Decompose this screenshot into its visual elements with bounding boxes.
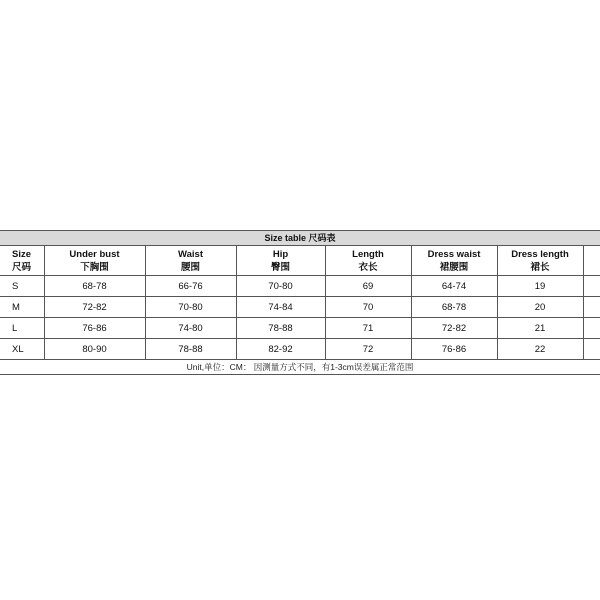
table-cell: 19 xyxy=(497,276,583,297)
table-cell-empty xyxy=(583,276,600,297)
table-row xyxy=(0,276,600,297)
size-table xyxy=(0,246,600,360)
header-size: Size 尺码 xyxy=(0,246,44,276)
table-cell: 66-76 xyxy=(145,276,236,297)
header-empty xyxy=(583,246,600,276)
header-under-bust: Under bust 下胸围 xyxy=(44,246,145,276)
size-table-container xyxy=(0,230,600,375)
header-length: Length 衣长 xyxy=(325,246,411,276)
table-cell: 70-80 xyxy=(236,276,325,297)
header-hip: Hip 臀围 xyxy=(236,246,325,276)
table-cell: 72-82 xyxy=(411,318,497,339)
table-cell: 74-84 xyxy=(236,297,325,318)
table-cell: S xyxy=(0,276,44,297)
table-cell: 80-90 xyxy=(44,339,145,360)
header-waist: Waist 腰围 xyxy=(145,246,236,276)
table-cell: 22 xyxy=(497,339,583,360)
table-row xyxy=(0,297,600,318)
table-row xyxy=(0,318,600,339)
table-cell: XL xyxy=(0,339,44,360)
table-cell: 64-74 xyxy=(411,276,497,297)
unit-note: Unit,单位：CM： 因测量方式不同，有1-3cm误差属正常范围 xyxy=(0,360,600,375)
table-cell-empty xyxy=(583,339,600,360)
table-cell-empty xyxy=(583,297,600,318)
table-cell: 72 xyxy=(325,339,411,360)
table-cell: 82-92 xyxy=(236,339,325,360)
table-cell-empty xyxy=(583,318,600,339)
table-cell: 71 xyxy=(325,318,411,339)
table-cell: L xyxy=(0,318,44,339)
table-cell: 70-80 xyxy=(145,297,236,318)
table-header-row xyxy=(0,246,600,276)
table-cell: M xyxy=(0,297,44,318)
header-dress-length: Dress length 裙长 xyxy=(497,246,583,276)
header-dress-waist: Dress waist 裙腰围 xyxy=(411,246,497,276)
table-cell: 68-78 xyxy=(44,276,145,297)
table-cell: 68-78 xyxy=(411,297,497,318)
table-cell: 76-86 xyxy=(44,318,145,339)
table-cell: 78-88 xyxy=(145,339,236,360)
table-cell: 70 xyxy=(325,297,411,318)
table-cell: 72-82 xyxy=(44,297,145,318)
table-title: Size table 尺码表 xyxy=(0,230,600,246)
table-cell: 78-88 xyxy=(236,318,325,339)
table-cell: 69 xyxy=(325,276,411,297)
table-cell: 76-86 xyxy=(411,339,497,360)
table-row xyxy=(0,339,600,360)
table-cell: 74-80 xyxy=(145,318,236,339)
table-cell: 21 xyxy=(497,318,583,339)
table-cell: 20 xyxy=(497,297,583,318)
